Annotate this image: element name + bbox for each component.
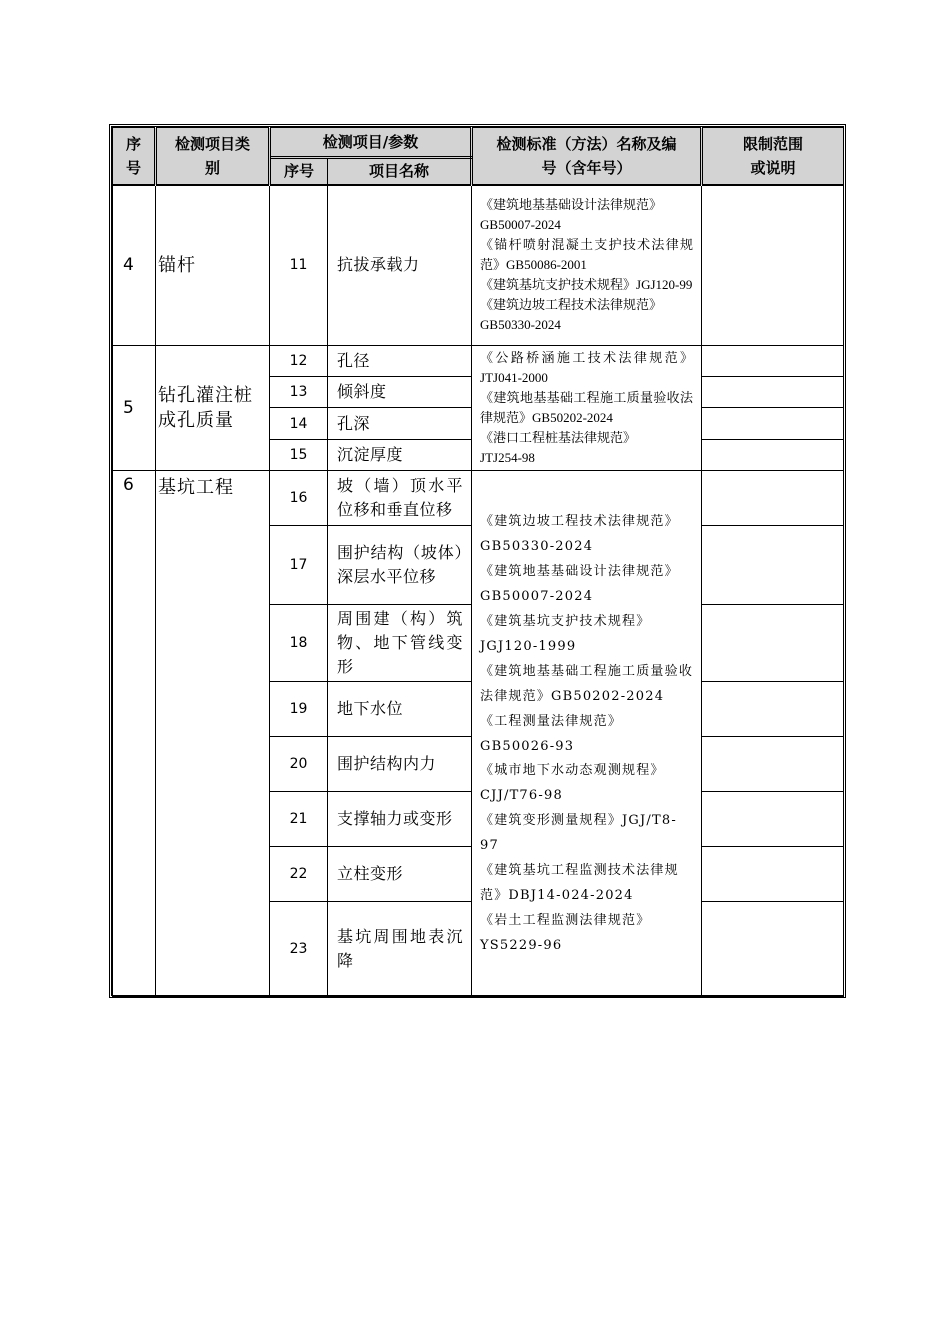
standards-cell [472, 185, 702, 346]
standard-line: JTJ254-98 [480, 450, 535, 465]
standards-cell [472, 346, 702, 471]
standard-line: 《建筑变形测量规程》JGJ/T8-97 [480, 813, 677, 854]
limits-cell [702, 792, 844, 847]
header-limits: 限制范围或说明 [702, 128, 844, 185]
item-number: 18 [270, 605, 328, 682]
item-name: 地下水位 [328, 682, 472, 737]
standard-line: GB50007-2024 [480, 589, 594, 605]
item-name: 孔径 [328, 346, 472, 377]
standard-line: 《城市地下水动态观测规程》CJJ/T76-98 [480, 763, 665, 804]
item-name: 孔深 [328, 408, 472, 440]
category-number: 5 [113, 346, 156, 471]
item-number: 17 [270, 526, 328, 605]
item-number: 23 [270, 902, 328, 997]
header-seq: 序号 [113, 128, 156, 185]
standard-line: 《建筑边坡工程技术法律规范》 [480, 514, 679, 530]
table-row [113, 346, 844, 377]
item-number: 12 [270, 346, 328, 377]
limits-cell [702, 737, 844, 792]
category-name: 基坑工程 [156, 471, 270, 997]
header-category: 检测项目类别 [156, 128, 270, 185]
standard-line: 《公路桥涵施工技术法律规范》JTJ041-2000 [480, 350, 694, 385]
header-param-name: 项目名称 [328, 158, 472, 185]
header-param-seq: 序号 [270, 158, 328, 185]
item-name: 倾斜度 [328, 377, 472, 408]
standard-line: GB50330-2024 [480, 539, 594, 555]
standards-cell [472, 471, 702, 997]
limits-cell [702, 902, 844, 997]
limits-cell [702, 847, 844, 902]
limits-cell [702, 440, 844, 471]
category-number: 4 [113, 185, 156, 346]
standard-line: GB50007-2024 [480, 217, 561, 233]
item-name: 支撑轴力或变形 [328, 792, 472, 847]
standard-line: 《建筑基坑工程监测技术法律规范》DBJ14-024-2024 [480, 863, 679, 903]
standard-line: 《港口工程桩基法律规范》 [480, 430, 637, 445]
item-name: 立柱变形 [328, 847, 472, 902]
header-standard: 检测标准（方法）名称及编号（含年号） [472, 128, 702, 185]
category-number: 6 [113, 471, 156, 997]
item-name: 基坑周围地表沉降 [328, 902, 472, 997]
item-number: 15 [270, 440, 328, 471]
item-number: 13 [270, 377, 328, 408]
limits-cell [702, 185, 844, 346]
limits-cell [702, 682, 844, 737]
item-name: 坡（墙）顶水平位移和垂直位移 [328, 471, 472, 526]
inspection-table [112, 127, 844, 997]
standard-line: 《建筑边坡工程技术法律规范》 [480, 297, 663, 313]
category-name: 锚杆 [156, 185, 270, 346]
standard-line: GB50330-2024 [480, 317, 561, 333]
item-number: 20 [270, 737, 328, 792]
standard-line: 《建筑基坑支护技术规程》JGJ120-99 [480, 277, 693, 293]
item-name: 沉淀厚度 [328, 440, 472, 471]
item-name: 抗拔承载力 [328, 185, 472, 346]
table-row [113, 185, 844, 346]
limits-cell [702, 377, 844, 408]
limits-cell [702, 605, 844, 682]
standard-line: 《建筑地基基础设计法律规范》 [480, 197, 663, 213]
item-name: 围护结构（坡体）深层水平位移 [328, 526, 472, 605]
item-number: 22 [270, 847, 328, 902]
item-number: 21 [270, 792, 328, 847]
limits-cell [702, 526, 844, 605]
limits-cell [702, 471, 844, 526]
category-name: 钻孔灌注桩成孔质量 [156, 346, 270, 471]
header-params-group: 检测项目/参数 [270, 128, 472, 158]
standard-line: 《锚杆喷射混凝土支护技术法律规范》GB50086-2001 [480, 237, 694, 273]
limits-cell [702, 408, 844, 440]
standard-line: 《建筑地基基础工程施工质量验收法律规范》GB50202-2024 [480, 663, 694, 704]
table-row [113, 471, 844, 526]
item-number: 11 [270, 185, 328, 346]
item-name: 围护结构内力 [328, 737, 472, 792]
item-number: 14 [270, 408, 328, 440]
standard-line: 《工程测量法律规范》GB50026-93 [480, 713, 623, 754]
item-number: 19 [270, 682, 328, 737]
limits-cell [702, 346, 844, 377]
standard-line: 《建筑地基基础设计法律规范》 [480, 564, 679, 580]
item-name: 周围建（构）筑物、地下管线变形 [328, 605, 472, 682]
item-number: 16 [270, 471, 328, 526]
standard-line: 《建筑地基基础工程施工质量验收法律规范》GB50202-2024 [480, 390, 694, 425]
standard-line: 《建筑基坑支护技术规程》JGJ120-1999 [480, 613, 651, 654]
standard-line: 《岩土工程监测法律规范》YS5229-96 [480, 912, 651, 953]
